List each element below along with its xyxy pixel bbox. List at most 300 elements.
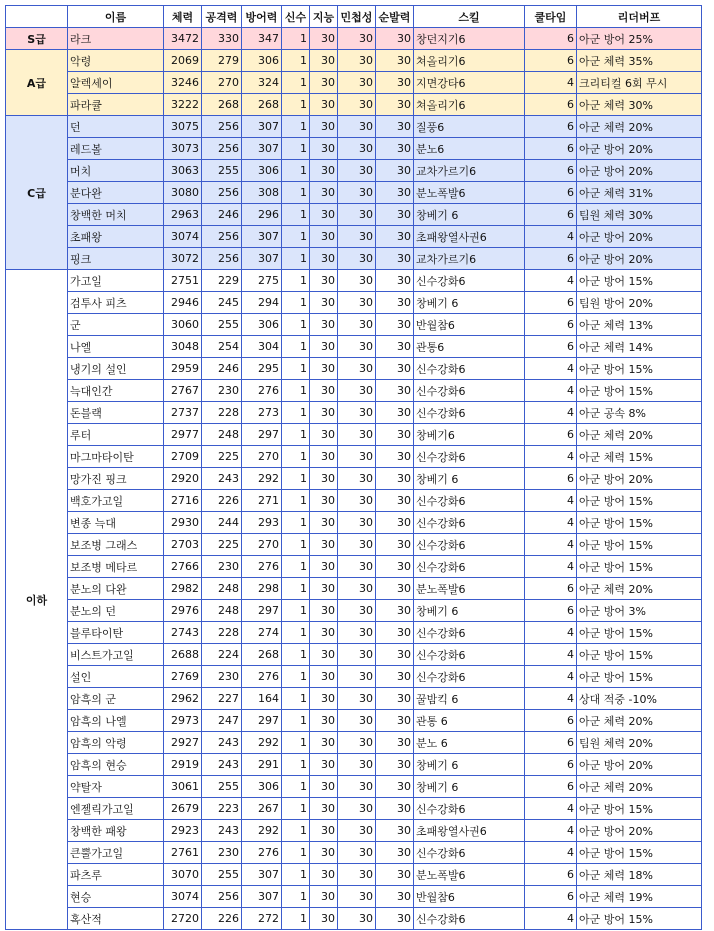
- cell-name: 라크: [68, 28, 164, 50]
- cell-name: 현승: [68, 886, 164, 908]
- cell-sinsu: 1: [282, 842, 310, 864]
- col-header-defense: 방어력: [242, 6, 282, 28]
- cell-reflex: 30: [376, 688, 414, 710]
- table-row: [6, 358, 702, 380]
- cell-agility: 30: [338, 578, 376, 600]
- cell-defense: 268: [242, 644, 282, 666]
- cell-defense: 276: [242, 380, 282, 402]
- cell-attack: 330: [202, 28, 242, 50]
- cell-cooldown: 6: [525, 336, 577, 358]
- cell-reflex: 30: [376, 578, 414, 600]
- cell-agility: 30: [338, 468, 376, 490]
- col-header-reflex: 순발력: [376, 6, 414, 28]
- table-body: [6, 28, 702, 930]
- cell-agility: 30: [338, 226, 376, 248]
- cell-reflex: 30: [376, 600, 414, 622]
- cell-intelligence: 30: [310, 578, 338, 600]
- cell-reflex: 30: [376, 138, 414, 160]
- table-row: [6, 468, 702, 490]
- cell-skill: 창베기 6: [414, 776, 525, 798]
- cell-hp: 3074: [164, 226, 202, 248]
- cell-intelligence: 30: [310, 688, 338, 710]
- tier-label: A급: [6, 50, 68, 116]
- cell-attack: 256: [202, 226, 242, 248]
- cell-sinsu: 1: [282, 182, 310, 204]
- cell-hp: 2920: [164, 468, 202, 490]
- cell-defense: 297: [242, 600, 282, 622]
- cell-name: 블루타이탄: [68, 622, 164, 644]
- cell-agility: 30: [338, 666, 376, 688]
- cell-sinsu: 1: [282, 534, 310, 556]
- cell-leader-buff: 아군 방어 20%: [577, 160, 702, 182]
- cell-skill: 신수강화6: [414, 358, 525, 380]
- cell-reflex: 30: [376, 556, 414, 578]
- table-row: [6, 116, 702, 138]
- cell-hp: 2923: [164, 820, 202, 842]
- cell-defense: 292: [242, 732, 282, 754]
- cell-intelligence: 30: [310, 204, 338, 226]
- cell-name: 머치: [68, 160, 164, 182]
- cell-sinsu: 1: [282, 798, 310, 820]
- cell-defense: 297: [242, 424, 282, 446]
- cell-sinsu: 1: [282, 204, 310, 226]
- cell-attack: 226: [202, 490, 242, 512]
- cell-intelligence: 30: [310, 160, 338, 182]
- cell-defense: 291: [242, 754, 282, 776]
- cell-attack: 243: [202, 468, 242, 490]
- cell-reflex: 30: [376, 116, 414, 138]
- cell-cooldown: 6: [525, 204, 577, 226]
- table-row: [6, 798, 702, 820]
- cell-agility: 30: [338, 754, 376, 776]
- cell-agility: 30: [338, 864, 376, 886]
- col-header-attack: 공격력: [202, 6, 242, 28]
- cell-skill: 질풍6: [414, 116, 525, 138]
- cell-intelligence: 30: [310, 732, 338, 754]
- cell-agility: 30: [338, 402, 376, 424]
- cell-defense: 306: [242, 50, 282, 72]
- cell-sinsu: 1: [282, 358, 310, 380]
- cell-defense: 324: [242, 72, 282, 94]
- cell-cooldown: 6: [525, 886, 577, 908]
- table-row: [6, 512, 702, 534]
- cell-cooldown: 4: [525, 842, 577, 864]
- cell-reflex: 30: [376, 50, 414, 72]
- cell-intelligence: 30: [310, 512, 338, 534]
- table-row: [6, 160, 702, 182]
- cell-attack: 248: [202, 424, 242, 446]
- cell-agility: 30: [338, 534, 376, 556]
- cell-cooldown: 4: [525, 270, 577, 292]
- cell-reflex: 30: [376, 94, 414, 116]
- cell-hp: 3061: [164, 776, 202, 798]
- cell-reflex: 30: [376, 644, 414, 666]
- cell-leader-buff: 아군 방어 20%: [577, 226, 702, 248]
- cell-attack: 223: [202, 798, 242, 820]
- cell-hp: 2977: [164, 424, 202, 446]
- cell-leader-buff: 아군 방어 25%: [577, 28, 702, 50]
- col-header-hp: 체력: [164, 6, 202, 28]
- cell-leader-buff: 아군 체력 31%: [577, 182, 702, 204]
- cell-cooldown: 6: [525, 710, 577, 732]
- table-row: [6, 644, 702, 666]
- cell-cooldown: 4: [525, 644, 577, 666]
- tier-label: 이하: [6, 270, 68, 930]
- cell-attack: 256: [202, 138, 242, 160]
- cell-defense: 304: [242, 336, 282, 358]
- cell-agility: 30: [338, 820, 376, 842]
- cell-leader-buff: 아군 방어 15%: [577, 666, 702, 688]
- cell-hp: 2930: [164, 512, 202, 534]
- cell-agility: 30: [338, 710, 376, 732]
- cell-name: 암흑의 나엘: [68, 710, 164, 732]
- cell-attack: 247: [202, 710, 242, 732]
- cell-skill: 신수강화6: [414, 798, 525, 820]
- cell-reflex: 30: [376, 886, 414, 908]
- cell-defense: 292: [242, 820, 282, 842]
- cell-reflex: 30: [376, 204, 414, 226]
- cell-skill: 반월참6: [414, 314, 525, 336]
- col-header-skill: 스킬: [414, 6, 525, 28]
- cell-intelligence: 30: [310, 842, 338, 864]
- cell-cooldown: 6: [525, 776, 577, 798]
- cell-hp: 3080: [164, 182, 202, 204]
- cell-leader-buff: 아군 방어 15%: [577, 908, 702, 930]
- cell-leader-buff: 아군 방어 15%: [577, 490, 702, 512]
- cell-sinsu: 1: [282, 556, 310, 578]
- cell-name: 핑크: [68, 248, 164, 270]
- cell-cooldown: 4: [525, 512, 577, 534]
- cell-skill: 교차가르기6: [414, 160, 525, 182]
- cell-name: 백호가고일: [68, 490, 164, 512]
- cell-intelligence: 30: [310, 28, 338, 50]
- cell-defense: 307: [242, 226, 282, 248]
- cell-agility: 30: [338, 204, 376, 226]
- cell-agility: 30: [338, 886, 376, 908]
- cell-name: 분노의 던: [68, 600, 164, 622]
- cell-hp: 2963: [164, 204, 202, 226]
- cell-agility: 30: [338, 644, 376, 666]
- cell-skill: 신수강화6: [414, 446, 525, 468]
- cell-reflex: 30: [376, 666, 414, 688]
- cell-sinsu: 1: [282, 732, 310, 754]
- cell-name: 냉기의 설인: [68, 358, 164, 380]
- cell-leader-buff: 아군 방어 3%: [577, 600, 702, 622]
- cell-defense: 307: [242, 864, 282, 886]
- cell-reflex: 30: [376, 358, 414, 380]
- cell-reflex: 30: [376, 402, 414, 424]
- cell-attack: 246: [202, 358, 242, 380]
- cell-intelligence: 30: [310, 358, 338, 380]
- cell-intelligence: 30: [310, 468, 338, 490]
- cell-leader-buff: 팀원 체력 20%: [577, 732, 702, 754]
- cell-sinsu: 1: [282, 248, 310, 270]
- cell-hp: 3075: [164, 116, 202, 138]
- cell-intelligence: 30: [310, 622, 338, 644]
- cell-name: 비스트가고일: [68, 644, 164, 666]
- cell-attack: 255: [202, 160, 242, 182]
- cell-name: 알렉세이: [68, 72, 164, 94]
- table-row: [6, 270, 702, 292]
- cell-agility: 30: [338, 358, 376, 380]
- cell-defense: 270: [242, 534, 282, 556]
- cell-leader-buff: 아군 체력 30%: [577, 94, 702, 116]
- cell-sinsu: 1: [282, 402, 310, 424]
- col-header-intelligence: 지능: [310, 6, 338, 28]
- table-row: [6, 842, 702, 864]
- cell-leader-buff: 아군 방어 15%: [577, 534, 702, 556]
- cell-cooldown: 4: [525, 820, 577, 842]
- cell-sinsu: 1: [282, 116, 310, 138]
- cell-name: 창백한 머치: [68, 204, 164, 226]
- cell-attack: 256: [202, 886, 242, 908]
- cell-skill: 반월참6: [414, 886, 525, 908]
- cell-hp: 2716: [164, 490, 202, 512]
- cell-attack: 243: [202, 732, 242, 754]
- cell-reflex: 30: [376, 468, 414, 490]
- cell-cooldown: 4: [525, 798, 577, 820]
- cell-attack: 225: [202, 534, 242, 556]
- cell-name: 파츠루: [68, 864, 164, 886]
- cell-name: 설인: [68, 666, 164, 688]
- cell-agility: 30: [338, 160, 376, 182]
- cell-skill: 분노폭발6: [414, 578, 525, 600]
- cell-sinsu: 1: [282, 380, 310, 402]
- cell-skill: 신수강화6: [414, 842, 525, 864]
- cell-reflex: 30: [376, 336, 414, 358]
- cell-cooldown: 6: [525, 138, 577, 160]
- cell-sinsu: 1: [282, 776, 310, 798]
- cell-cooldown: 4: [525, 688, 577, 710]
- cell-reflex: 30: [376, 424, 414, 446]
- cell-hp: 2976: [164, 600, 202, 622]
- table-row: [6, 600, 702, 622]
- cell-sinsu: 1: [282, 468, 310, 490]
- cell-reflex: 30: [376, 446, 414, 468]
- cell-name: 분다완: [68, 182, 164, 204]
- table-row: [6, 182, 702, 204]
- cell-reflex: 30: [376, 754, 414, 776]
- cell-leader-buff: 아군 방어 20%: [577, 468, 702, 490]
- cell-name: 군: [68, 314, 164, 336]
- cell-intelligence: 30: [310, 292, 338, 314]
- cell-name: 암흑의 군: [68, 688, 164, 710]
- cell-name: 가고일: [68, 270, 164, 292]
- cell-skill: 신수강화6: [414, 534, 525, 556]
- cell-leader-buff: 아군 방어 15%: [577, 380, 702, 402]
- cell-agility: 30: [338, 776, 376, 798]
- cell-attack: 243: [202, 820, 242, 842]
- cell-skill: 신수강화6: [414, 908, 525, 930]
- table-row: [6, 402, 702, 424]
- cell-hp: 2679: [164, 798, 202, 820]
- cell-intelligence: 30: [310, 864, 338, 886]
- cell-name: 악령: [68, 50, 164, 72]
- cell-cooldown: 6: [525, 424, 577, 446]
- cell-cooldown: 6: [525, 50, 577, 72]
- cell-cooldown: 4: [525, 534, 577, 556]
- cell-attack: 228: [202, 402, 242, 424]
- cell-skill: 관통 6: [414, 710, 525, 732]
- cell-skill: 신수강화6: [414, 402, 525, 424]
- cell-leader-buff: 아군 방어 15%: [577, 270, 702, 292]
- cell-hp: 3074: [164, 886, 202, 908]
- cell-skill: 초패왕열사권6: [414, 820, 525, 842]
- cell-intelligence: 30: [310, 666, 338, 688]
- cell-hp: 2959: [164, 358, 202, 380]
- cell-attack: 256: [202, 182, 242, 204]
- table-row: [6, 622, 702, 644]
- cell-agility: 30: [338, 72, 376, 94]
- cell-defense: 295: [242, 358, 282, 380]
- table-row: [6, 820, 702, 842]
- cell-defense: 308: [242, 182, 282, 204]
- cell-defense: 273: [242, 402, 282, 424]
- cell-leader-buff: 아군 체력 20%: [577, 776, 702, 798]
- col-header-sinsu: 신수: [282, 6, 310, 28]
- cell-reflex: 30: [376, 732, 414, 754]
- cell-attack: 256: [202, 116, 242, 138]
- cell-leader-buff: 아군 방어 15%: [577, 798, 702, 820]
- cell-name: 검투사 피츠: [68, 292, 164, 314]
- cell-leader-buff: 아군 체력 18%: [577, 864, 702, 886]
- cell-intelligence: 30: [310, 644, 338, 666]
- cell-defense: 307: [242, 886, 282, 908]
- cell-sinsu: 1: [282, 490, 310, 512]
- cell-name: 혹산적: [68, 908, 164, 930]
- cell-intelligence: 30: [310, 886, 338, 908]
- cell-intelligence: 30: [310, 908, 338, 930]
- cell-defense: 297: [242, 710, 282, 732]
- cell-sinsu: 1: [282, 600, 310, 622]
- cell-attack: 230: [202, 380, 242, 402]
- cell-skill: 관통6: [414, 336, 525, 358]
- cell-name: 초패왕: [68, 226, 164, 248]
- cell-cooldown: 6: [525, 864, 577, 886]
- cell-hp: 2973: [164, 710, 202, 732]
- cell-skill: 쳐올리기6: [414, 50, 525, 72]
- cell-defense: 296: [242, 204, 282, 226]
- cell-skill: 분노폭발6: [414, 182, 525, 204]
- cell-intelligence: 30: [310, 776, 338, 798]
- header-row: [6, 6, 702, 28]
- cell-leader-buff: 아군 체력 35%: [577, 50, 702, 72]
- cell-sinsu: 1: [282, 160, 310, 182]
- cell-agility: 30: [338, 446, 376, 468]
- cell-sinsu: 1: [282, 820, 310, 842]
- cell-reflex: 30: [376, 820, 414, 842]
- cell-attack: 248: [202, 578, 242, 600]
- cell-defense: 306: [242, 776, 282, 798]
- cell-agility: 30: [338, 270, 376, 292]
- cell-sinsu: 1: [282, 864, 310, 886]
- cell-reflex: 30: [376, 710, 414, 732]
- cell-sinsu: 1: [282, 72, 310, 94]
- cell-hp: 2769: [164, 666, 202, 688]
- cell-sinsu: 1: [282, 94, 310, 116]
- cell-name: 루터: [68, 424, 164, 446]
- cell-reflex: 30: [376, 248, 414, 270]
- cell-intelligence: 30: [310, 226, 338, 248]
- cell-agility: 30: [338, 28, 376, 50]
- cell-sinsu: 1: [282, 578, 310, 600]
- cell-skill: 창베기 6: [414, 292, 525, 314]
- cell-intelligence: 30: [310, 182, 338, 204]
- col-header-agility: 민첩성: [338, 6, 376, 28]
- cell-leader-buff: 아군 공속 8%: [577, 402, 702, 424]
- cell-leader-buff: 아군 방어 20%: [577, 138, 702, 160]
- cell-attack: 227: [202, 688, 242, 710]
- cell-intelligence: 30: [310, 94, 338, 116]
- table-row: [6, 864, 702, 886]
- cell-hp: 2946: [164, 292, 202, 314]
- cell-leader-buff: 아군 체력 20%: [577, 710, 702, 732]
- cell-reflex: 30: [376, 864, 414, 886]
- cell-defense: 267: [242, 798, 282, 820]
- table-row: [6, 732, 702, 754]
- table-row: [6, 94, 702, 116]
- cell-attack: 279: [202, 50, 242, 72]
- cell-skill: 신수강화6: [414, 380, 525, 402]
- cell-leader-buff: 아군 방어 15%: [577, 358, 702, 380]
- cell-cooldown: 4: [525, 446, 577, 468]
- table-row: [6, 50, 702, 72]
- cell-hp: 3063: [164, 160, 202, 182]
- table-row: [6, 292, 702, 314]
- cell-hp: 3072: [164, 248, 202, 270]
- cell-sinsu: 1: [282, 336, 310, 358]
- cell-skill: 창베기 6: [414, 204, 525, 226]
- table-row: [6, 754, 702, 776]
- col-header-leader-buff: 리더버프: [577, 6, 702, 28]
- cell-cooldown: 4: [525, 556, 577, 578]
- cell-hp: 2743: [164, 622, 202, 644]
- cell-name: 마그마타이탄: [68, 446, 164, 468]
- table-row: [6, 446, 702, 468]
- cell-sinsu: 1: [282, 138, 310, 160]
- col-header-name: 이름: [68, 6, 164, 28]
- cell-agility: 30: [338, 600, 376, 622]
- cell-attack: 230: [202, 556, 242, 578]
- cell-cooldown: 6: [525, 578, 577, 600]
- table-row: [6, 908, 702, 930]
- cell-name: 큰뿔가고일: [68, 842, 164, 864]
- tier-header: [6, 6, 68, 28]
- cell-leader-buff: 아군 체력 19%: [577, 886, 702, 908]
- cell-cooldown: 6: [525, 248, 577, 270]
- cell-attack: 230: [202, 842, 242, 864]
- cell-attack: 229: [202, 270, 242, 292]
- cell-intelligence: 30: [310, 820, 338, 842]
- cell-cooldown: 4: [525, 622, 577, 644]
- table-row: [6, 534, 702, 556]
- cell-agility: 30: [338, 116, 376, 138]
- cell-leader-buff: 아군 방어 15%: [577, 556, 702, 578]
- cell-sinsu: 1: [282, 622, 310, 644]
- cell-defense: 306: [242, 314, 282, 336]
- cell-reflex: 30: [376, 380, 414, 402]
- cell-intelligence: 30: [310, 534, 338, 556]
- cell-agility: 30: [338, 336, 376, 358]
- cell-agility: 30: [338, 512, 376, 534]
- cell-defense: 276: [242, 666, 282, 688]
- cell-agility: 30: [338, 138, 376, 160]
- cell-hp: 2720: [164, 908, 202, 930]
- cell-reflex: 30: [376, 534, 414, 556]
- col-header-cooldown: 쿨타임: [525, 6, 577, 28]
- cell-skill: 지면강타6: [414, 72, 525, 94]
- cell-intelligence: 30: [310, 402, 338, 424]
